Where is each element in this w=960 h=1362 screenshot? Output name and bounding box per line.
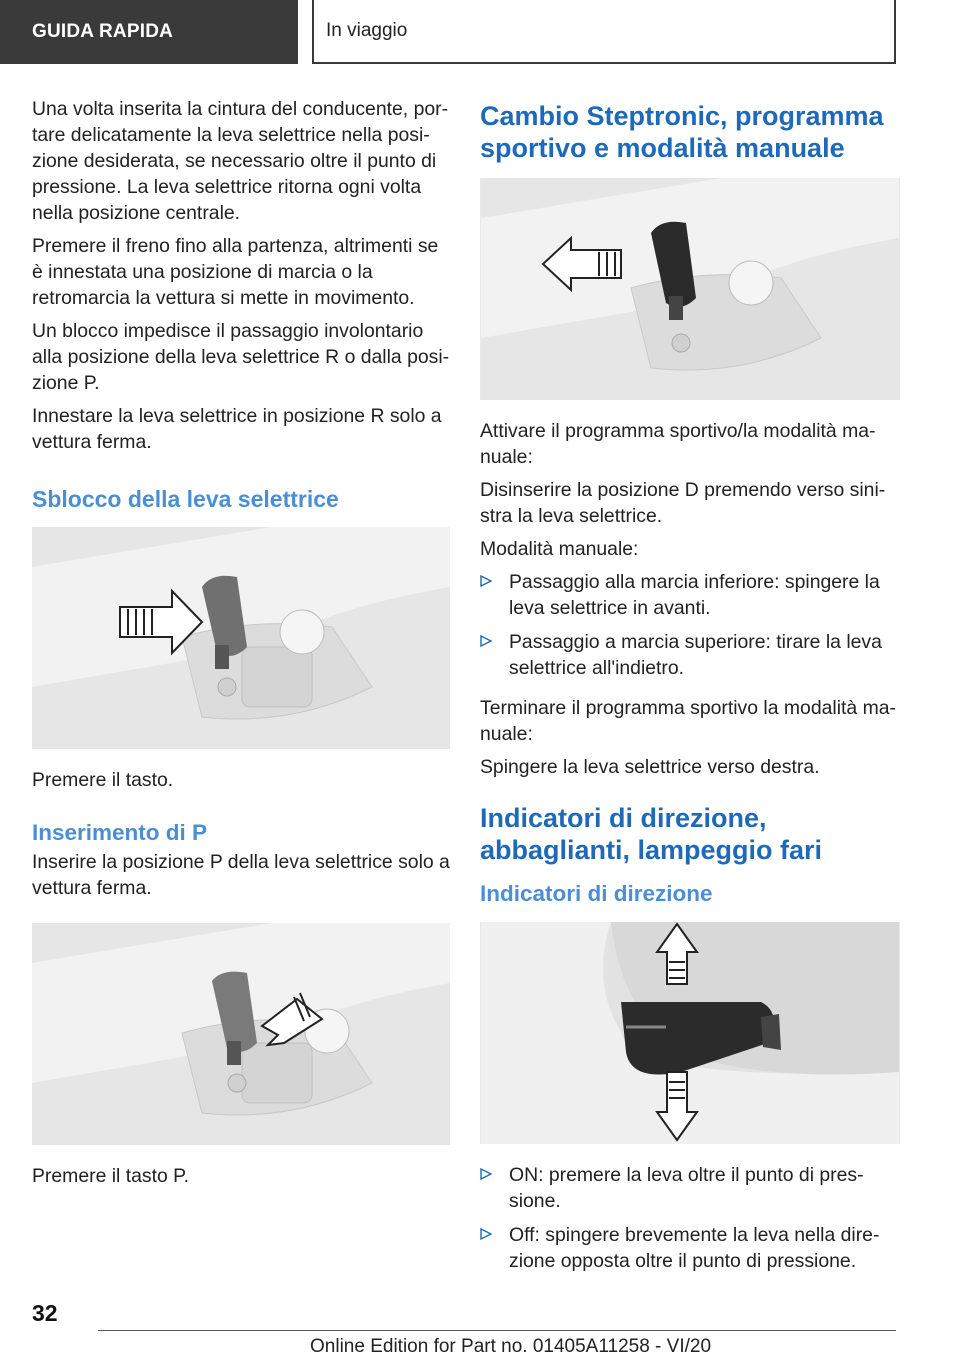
right-column	[480, 100, 900, 1284]
figure-turn-signal	[480, 922, 900, 1144]
indicators-heading: Indicatori di direzione, abbaglianti, lampeggio fari	[480, 803, 823, 865]
gear-lever-p-illustration	[32, 923, 450, 1145]
list-item	[480, 569, 900, 621]
edition-note: Online Edition for Part no. 01405A11258 - VI/20	[310, 1336, 712, 1357]
footer-divider	[98, 1330, 896, 1331]
figure-lever-park	[32, 923, 450, 1145]
paragraph: Spingere la leva selettrice verso destra.	[480, 756, 820, 778]
park-heading: Inserimento di P	[32, 820, 208, 845]
paragraph: Terminare il programma sportivo la modalità manuale:	[480, 697, 896, 745]
list-item-text: ON: premere la leva oltre il punto di pressione.	[509, 1164, 864, 1212]
paragraph: Un blocco impedisce il passaggio involontario alla posizione della leva selettrice R o dalla posizione P.	[32, 320, 450, 394]
list-item-text: Passaggio a marcia superiore: tirare la leva selettrice all'indietro.	[509, 631, 882, 679]
figure-steptronic	[480, 178, 900, 400]
steptronic-heading: Cambio Steptronic, programma sportivo e modalità manuale	[480, 101, 884, 163]
header-tab-label: GUIDA RAPIDA	[32, 21, 174, 42]
triangle-bullet-icon	[480, 635, 492, 647]
paragraph: Inserire la posizione P della leva selettrice solo a vettura ferma.	[32, 851, 450, 899]
page-number: 32	[32, 1300, 58, 1326]
steptronic-illustration	[480, 178, 900, 400]
header-tab	[0, 0, 298, 64]
figure-lever-unlock	[32, 527, 450, 749]
list-item	[480, 629, 900, 681]
figure-caption: Premere il tasto.	[32, 769, 174, 791]
turn-signal-illustration	[480, 922, 900, 1144]
left-column	[32, 96, 450, 1196]
figure-caption: Premere il tasto P.	[32, 1165, 189, 1187]
paragraph: Innestare la leva selettrice in posizione R solo a vettura ferma.	[32, 405, 442, 453]
manual-list	[480, 569, 900, 681]
turn-signal-list	[480, 1162, 900, 1274]
header-section	[312, 0, 896, 64]
triangle-bullet-icon	[480, 1168, 492, 1180]
unlock-heading: Sblocco della leva selettrice	[32, 486, 339, 512]
triangle-bullet-icon	[480, 575, 492, 587]
list-item-text: Passaggio alla marcia inferiore: spingere la leva selettrice in avanti.	[509, 571, 880, 619]
section-title: In viaggio	[326, 20, 408, 41]
list-item-text: Off: spingere brevemente la leva nella direzione opposta oltre il punto di pressione.	[509, 1224, 880, 1272]
list-item	[480, 1222, 900, 1274]
gear-lever-illustration	[32, 527, 450, 749]
turn-heading: Indicatori di direzione	[480, 881, 713, 906]
triangle-bullet-icon	[480, 1228, 492, 1240]
paragraph: Disinserire la posizione D premendo verso sinistra la leva selettrice.	[480, 479, 886, 527]
paragraph: Modalità manuale:	[480, 538, 639, 560]
paragraph: Una volta inserita la cintura del conducente, portare delicatamente la leva selettrice nella posizione desiderata, se necessario oltre il punto di pressione. La leva selettrice ritorna ogni volta nella posizione centrale.	[32, 98, 449, 224]
paragraph: Premere il freno fino alla partenza, altrimenti se è innestata una posizione di marcia o la retromarcia la vettura si mette in movimento.	[32, 235, 439, 309]
list-item	[480, 1162, 900, 1214]
paragraph: Attivare il programma sportivo/la modalità manuale:	[480, 420, 876, 468]
